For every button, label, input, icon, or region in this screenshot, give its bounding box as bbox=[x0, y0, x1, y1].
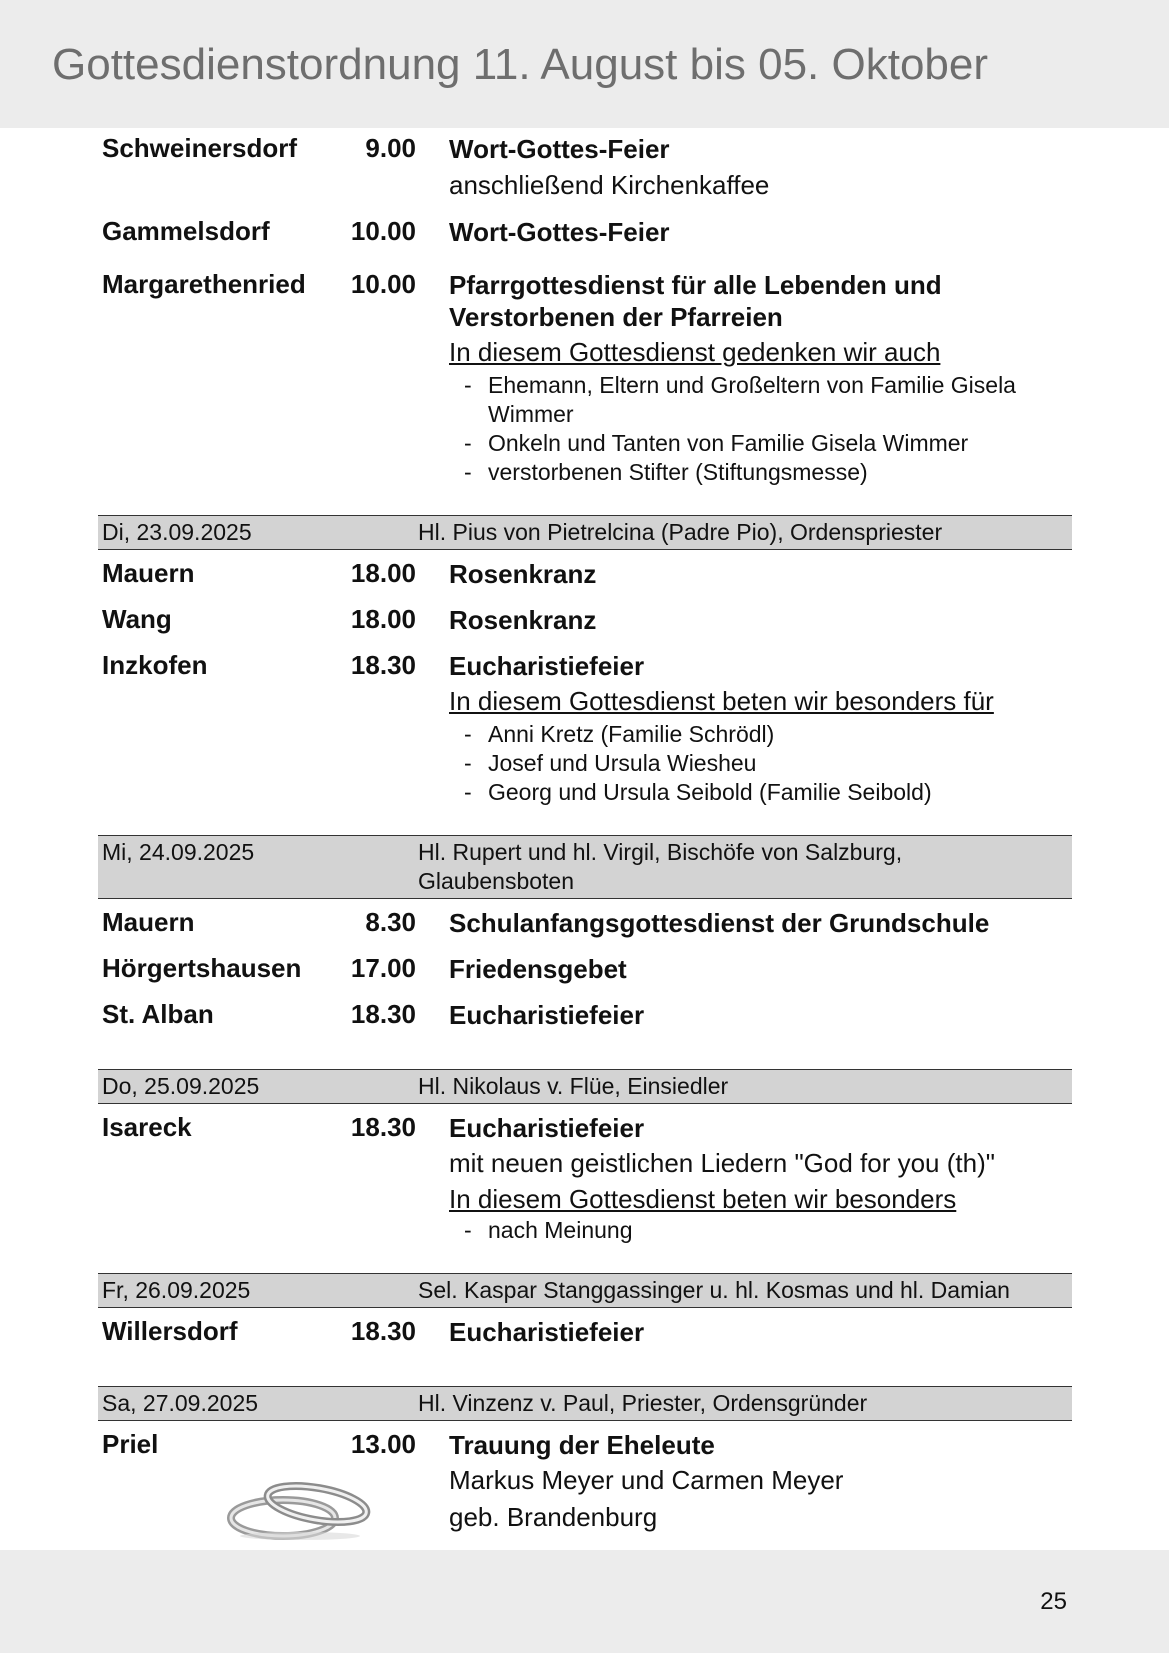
schedule-entry bbox=[98, 907, 1072, 939]
intention-heading: In diesem Gottesdienst gedenken wir auch bbox=[449, 337, 941, 367]
day-header bbox=[98, 1069, 1072, 1104]
schedule-entry bbox=[98, 1112, 1072, 1245]
day-date: Mi, 24.09.2025 bbox=[102, 839, 255, 865]
entry-title: Wort-Gottes-Feier bbox=[449, 134, 670, 164]
entry-note: Markus Meyer und Carmen Meyer bbox=[449, 1465, 844, 1495]
entry-time: 18.30 bbox=[350, 1112, 416, 1142]
entry-title: Verstorbenen der Pfarreien bbox=[449, 302, 783, 332]
entry-title: Trauung der Eheleute bbox=[449, 1430, 715, 1460]
entry-place: St. Alban bbox=[102, 999, 214, 1029]
day-saint: Hl. Vinzenz v. Paul, Priester, Ordensgründer bbox=[418, 1390, 868, 1416]
day-header bbox=[98, 1273, 1072, 1308]
day-date: Do, 25.09.2025 bbox=[102, 1073, 260, 1099]
intention-list bbox=[449, 371, 1072, 487]
schedule-entry bbox=[98, 216, 1072, 248]
entry-time: 17.00 bbox=[350, 953, 416, 983]
page-header bbox=[0, 0, 1169, 128]
intention-list bbox=[449, 720, 1072, 807]
entry-time: 8.30 bbox=[365, 907, 416, 937]
day-header bbox=[98, 1386, 1072, 1421]
entry-title: Pfarrgottesdienst für alle Lebenden und bbox=[449, 270, 942, 300]
entry-time: 18.00 bbox=[350, 604, 416, 634]
intention-item: - verstorbenen Stifter (Stiftungsmesse) bbox=[449, 458, 1058, 487]
intention-item: - Onkeln und Tanten von Familie Gisela Wimmer bbox=[449, 429, 1058, 458]
day-saint: Hl. Rupert und hl. Virgil, Bischöfe von Salzburg, bbox=[418, 839, 903, 865]
entry-place: Inzkofen bbox=[102, 650, 208, 680]
entry-place: Wang bbox=[102, 604, 172, 634]
entry-time: 13.00 bbox=[350, 1429, 416, 1459]
entry-title: Rosenkranz bbox=[449, 605, 597, 635]
entry-title: Friedensgebet bbox=[449, 954, 627, 984]
entry-place: Mauern bbox=[102, 907, 195, 937]
schedule bbox=[98, 128, 1072, 1535]
entry-time: 18.30 bbox=[350, 999, 416, 1029]
day-header bbox=[98, 835, 1072, 899]
intention-item: - Georg und Ursula Seibold (Familie Seibold) bbox=[449, 778, 1058, 807]
entry-place: Willersdorf bbox=[102, 1316, 238, 1346]
schedule-entry bbox=[98, 558, 1072, 590]
entry-title: Eucharistiefeier bbox=[449, 651, 645, 681]
day-date: Di, 23.09.2025 bbox=[102, 519, 252, 545]
page-footer bbox=[0, 1550, 1169, 1653]
day-saint: Glaubensboten bbox=[418, 868, 575, 894]
entry-place: Schweinersdorf bbox=[102, 133, 298, 163]
schedule-entry bbox=[98, 1316, 1072, 1348]
intention-heading: In diesem Gottesdienst beten wir besonders bbox=[449, 1184, 957, 1214]
day-saint: Hl. Pius von Pietrelcina (Padre Pio), Ordenspriester bbox=[418, 519, 943, 545]
day-saint: Hl. Nikolaus v. Flüe, Einsiedler bbox=[418, 1073, 729, 1099]
wedding-rings-icon bbox=[225, 1478, 375, 1542]
entry-place: Mauern bbox=[102, 558, 195, 588]
schedule-entry bbox=[98, 999, 1072, 1031]
entry-time: 18.30 bbox=[350, 650, 416, 680]
schedule-entry bbox=[98, 953, 1072, 985]
schedule-entry bbox=[98, 132, 1072, 204]
intention-item: - Josef und Ursula Wiesheu bbox=[449, 749, 1058, 778]
entry-title: Schulanfangsgottesdienst der Grundschule bbox=[449, 908, 990, 938]
entry-note: anschließend Kirchenkaffee bbox=[449, 170, 770, 200]
entry-title: Eucharistiefeier bbox=[449, 1000, 645, 1030]
schedule-entry bbox=[98, 604, 1072, 636]
entry-time: 10.00 bbox=[350, 216, 416, 246]
entry-title: Eucharistiefeier bbox=[449, 1317, 645, 1347]
page-number: 25 bbox=[1040, 1588, 1067, 1615]
schedule-entry bbox=[98, 650, 1072, 807]
intention-item: - nach Meinung bbox=[449, 1216, 1058, 1245]
day-header bbox=[98, 515, 1072, 550]
entry-time: 18.00 bbox=[350, 558, 416, 588]
intention-item: - Ehemann, Eltern und Großeltern von Familie Gisela Wimmer bbox=[449, 371, 1058, 429]
day-date: Fr, 26.09.2025 bbox=[102, 1277, 251, 1303]
entry-note: geb. Brandenburg bbox=[449, 1502, 658, 1532]
intention-item: - Anni Kretz (Familie Schrödl) bbox=[449, 720, 1058, 749]
entry-place: Hörgertshausen bbox=[102, 953, 302, 983]
entry-place: Gammelsdorf bbox=[102, 216, 270, 246]
day-saint: Sel. Kaspar Stanggassinger u. hl. Kosmas und hl. Damian bbox=[418, 1277, 1010, 1303]
intention-list bbox=[449, 1216, 1072, 1245]
entry-place: Priel bbox=[102, 1429, 159, 1459]
entry-place: Margarethenried bbox=[102, 269, 306, 299]
intention-heading: In diesem Gottesdienst beten wir besonders für bbox=[449, 686, 994, 716]
entry-time: 10.00 bbox=[350, 269, 416, 299]
day-date: Sa, 27.09.2025 bbox=[102, 1390, 259, 1416]
schedule-entry bbox=[98, 269, 1072, 487]
entry-note: mit neuen geistlichen Liedern "God for you (th)" bbox=[449, 1148, 995, 1178]
entry-title: Eucharistiefeier bbox=[449, 1113, 645, 1143]
entry-place: Isareck bbox=[102, 1112, 192, 1142]
entry-title: Rosenkranz bbox=[449, 559, 597, 589]
entry-title: Wort-Gottes-Feier bbox=[449, 217, 670, 247]
entry-time: 9.00 bbox=[365, 133, 416, 163]
page-title: Gottesdienstordnung 11. August bis 05. Oktober bbox=[52, 40, 989, 89]
entry-time: 18.30 bbox=[350, 1316, 416, 1346]
